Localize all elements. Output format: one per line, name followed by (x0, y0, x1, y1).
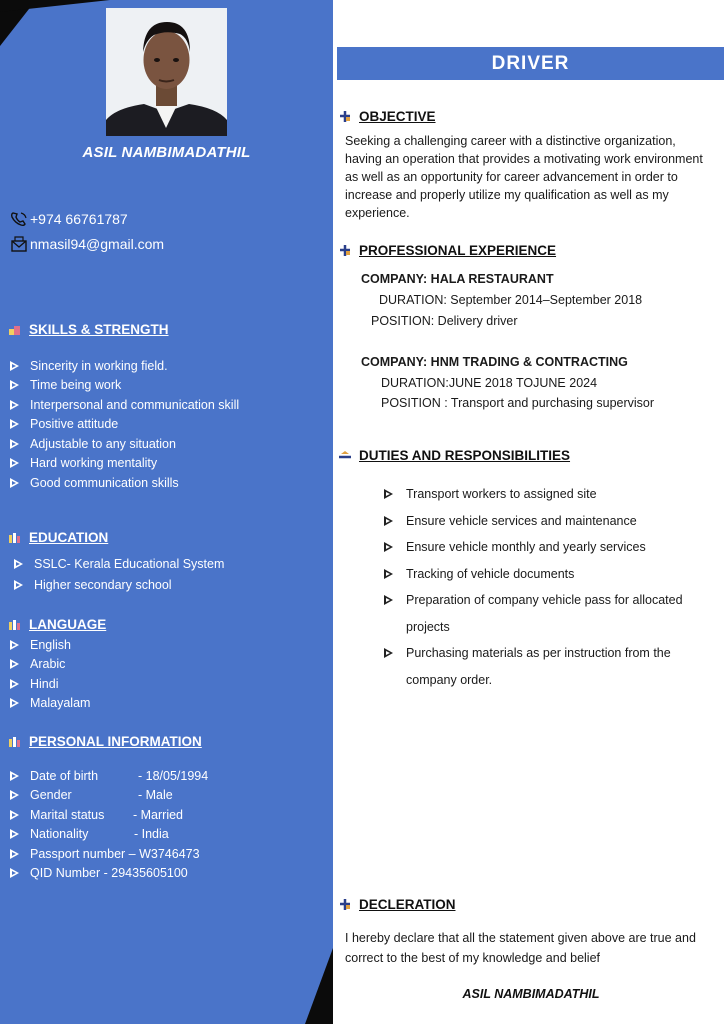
duties-list (384, 481, 719, 693)
list-item: Interpersonal and communication skill (10, 395, 239, 415)
declaration-text: I hereby declare that all the statement given above are true and correct to the best of my knowledge and belief (345, 931, 696, 965)
declaration-heading: DECLERATION (338, 897, 456, 912)
personal-info-heading: PERSONAL INFORMATION (8, 734, 202, 749)
job-company: COMPANY: HALA RESTAURANT (361, 272, 554, 286)
arrow-bullet-icon (10, 679, 20, 689)
job-position: POSITION : Transport and purchasing supervisor (381, 396, 655, 410)
arrow-bullet-icon (384, 648, 394, 658)
job-company: COMPANY: HNM TRADING & CONTRACTING (361, 355, 628, 369)
list-item: Positive attitude (10, 415, 239, 435)
phone-number: +974 66761787 (30, 211, 128, 227)
list-item: English (10, 635, 90, 655)
list-item: QID Number - 29435605100 (10, 864, 208, 884)
language-list (10, 635, 90, 713)
arrow-bullet-icon (384, 489, 394, 499)
list-item: Sincerity in working field. (10, 356, 239, 376)
arrow-bullet-icon (10, 868, 20, 878)
arrow-bullet-icon (10, 698, 20, 708)
arrow-bullet-icon (10, 458, 20, 468)
arrow-bullet-icon (10, 640, 20, 650)
arrow-bullet-icon (10, 419, 20, 429)
arrow-bullet-icon (384, 569, 394, 579)
arrow-bullet-icon (10, 829, 20, 839)
arrow-bullet-icon (10, 659, 20, 669)
arrow-bullet-icon (10, 400, 20, 410)
list-item: SSLC- Kerala Educational System (14, 553, 224, 574)
section-bullet-icon (338, 449, 352, 462)
list-item: Arabic (10, 655, 90, 675)
objective-text: Seeking a challenging career with a distinctive organization, having an operation that provides a motivating work environment as well as an opportunity for career advancement in order to increase and properly utilize my qualification as well as my experience. (345, 134, 703, 220)
education-list (14, 553, 224, 595)
email-icon (10, 236, 28, 252)
list-item: Nationality - India (10, 825, 208, 845)
education-heading: EDUCATION (8, 530, 108, 545)
arrow-bullet-icon (10, 810, 20, 820)
sidebar (0, 0, 333, 1024)
skills-heading: SKILLS & STRENGTH (8, 322, 169, 337)
candidate-name: ASIL NAMBIMADATHIL (82, 144, 251, 161)
job-title-banner: DRIVER (337, 47, 724, 80)
arrow-bullet-icon (10, 380, 20, 390)
list-item: Purchasing materials as per instruction from the company order. (384, 640, 719, 693)
arrow-bullet-icon (384, 542, 394, 552)
arrow-bullet-icon (10, 849, 20, 859)
section-bullet-icon (8, 324, 21, 336)
phone-icon (10, 211, 28, 227)
arrow-bullet-icon (10, 771, 20, 781)
arrow-bullet-icon (10, 478, 20, 488)
personal-info-list (10, 766, 208, 883)
email-contact (10, 236, 164, 252)
section-bullet-icon (8, 619, 21, 631)
list-item: Ensure vehicle monthly and yearly services (384, 534, 719, 561)
list-item: Tracking of vehicle documents (384, 561, 719, 588)
arrow-bullet-icon (10, 439, 20, 449)
job-duration: DURATION: September 2014–September 2018 (379, 293, 643, 307)
list-item: Marital status - Married (10, 805, 208, 825)
list-item: Hard working mentality (10, 454, 239, 474)
skills-list (10, 356, 239, 493)
section-bullet-icon (8, 736, 21, 748)
job-position: POSITION: Delivery driver (371, 314, 518, 328)
list-item: Malayalam (10, 694, 90, 714)
list-item: Hindi (10, 674, 90, 694)
section-bullet-icon (338, 898, 352, 911)
email-address: nmasil94@gmail.com (30, 236, 165, 252)
list-item: Good communication skills (10, 473, 239, 493)
section-bullet-icon (338, 110, 352, 123)
list-item: Time being work (10, 376, 239, 396)
list-item: Higher secondary school (14, 574, 224, 595)
job-duration: DURATION:JUNE 2018 TOJUNE 2024 (381, 376, 598, 390)
list-item: Date of birth - 18/05/1994 (10, 766, 208, 786)
profile-photo-image (106, 8, 227, 136)
list-item: Ensure vehicle services and maintenance (384, 508, 719, 535)
section-bullet-icon (338, 244, 352, 257)
list-item: Preparation of company vehicle pass for allocated projects (384, 587, 719, 640)
list-item: Adjustable to any situation (10, 434, 239, 454)
arrow-bullet-icon (10, 361, 20, 371)
objective-heading: OBJECTIVE (338, 109, 436, 124)
arrow-bullet-icon (14, 559, 24, 569)
phone-contact (10, 211, 128, 227)
corner-decoration (0, 0, 110, 12)
arrow-bullet-icon (384, 516, 394, 526)
list-item: Transport workers to assigned site (384, 481, 719, 508)
language-heading: LANGUAGE (8, 617, 106, 632)
list-item: Passport number – W3746473 (10, 844, 208, 864)
experience-heading: PROFESSIONAL EXPERIENCE (338, 243, 556, 258)
arrow-bullet-icon (14, 580, 24, 590)
arrow-bullet-icon (10, 790, 20, 800)
duties-heading: DUTIES AND RESPONSIBILITIES (338, 448, 570, 463)
profile-photo (106, 8, 227, 136)
corner-decoration (305, 948, 333, 1024)
signature-name: ASIL NAMBIMADATHIL (462, 987, 600, 1001)
arrow-bullet-icon (384, 595, 394, 605)
section-bullet-icon (8, 532, 21, 544)
list-item: Gender - Male (10, 786, 208, 806)
